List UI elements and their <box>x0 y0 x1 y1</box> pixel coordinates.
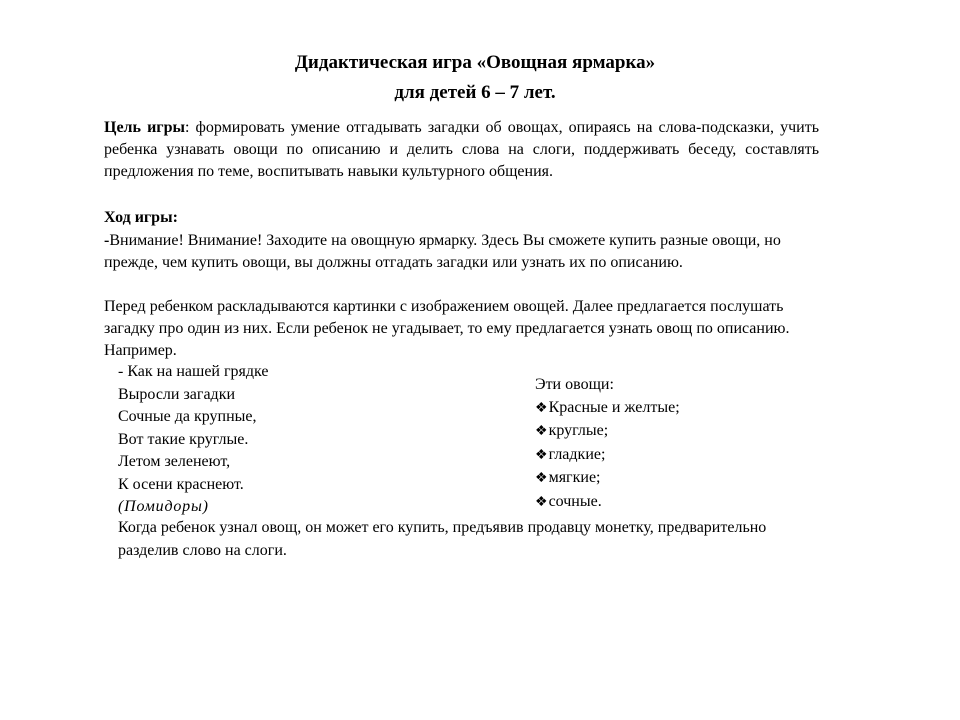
diamond-bullet-icon: ❖ <box>535 471 548 486</box>
course-heading: Ход игры: <box>104 209 178 226</box>
document-subtitle: для детей 6 – 7 лет. <box>394 82 556 103</box>
vegetable-traits <box>535 374 680 514</box>
intro-dash: - <box>104 232 110 249</box>
final-paragraph: Когда ребенок узнал овощ, он может его купить, предъявив продавцу монетку, предварительно разделив слово на слоги. <box>118 519 767 559</box>
traits-list <box>535 397 680 515</box>
list-item: ❖круглые; <box>535 422 609 439</box>
list-item: ❖мягкие; <box>535 469 601 486</box>
description-paragraph: Перед ребенком раскладываются картинки с изображением овощей. Далее предлагается послушать загадку про один из них. Если ребенок не угадывает, то ему предлагается узнать овощ по описанию. Например. <box>104 298 790 359</box>
intro-text: Внимание! Внимание! Заходите на овощную ярмарку. Здесь Вы сможете купить разные овощи, но прежде, чем купить овощи, вы должны отгадать загадки или узнать их по описанию. <box>104 232 781 271</box>
intro-paragraph <box>104 230 804 274</box>
riddle-line: Летом зеленеют, <box>118 453 231 470</box>
riddle-line: Сочные да крупные, <box>118 408 257 425</box>
riddle-line: - Как на нашей грядке <box>118 363 269 380</box>
document-title: Дидактическая игра «Овощная ярмарка» <box>294 52 656 73</box>
traits-heading: Эти овощи: <box>535 376 614 393</box>
riddle-answer: (Помидоры) <box>118 498 209 515</box>
goal-text: : формировать умение отгадывать загадки об овощах, опираясь на слова-подсказки, учить ребенка узнавать овощи по описанию и делить слова на слоги, поддерживать беседу, составлять предложения по теме, воспитывать навыки культурного общения. <box>104 119 820 180</box>
diamond-bullet-icon: ❖ <box>535 494 548 510</box>
diamond-bullet-icon: ❖ <box>535 447 548 463</box>
list-item: ❖сочные. <box>535 492 602 510</box>
diamond-bullet-icon: ❖ <box>535 400 548 416</box>
riddle-line: Вот такие круглые. <box>118 430 249 448</box>
riddle-line: Выросли загадки <box>118 385 236 403</box>
list-item: ❖Красные и желтые; <box>535 398 680 416</box>
diamond-bullet-icon: ❖ <box>535 424 548 439</box>
goal-label: Цель игры <box>104 119 185 136</box>
riddle-poem <box>118 361 269 519</box>
goal-paragraph <box>104 117 819 183</box>
list-item: ❖гладкие; <box>535 445 606 463</box>
riddle-line: К осени краснеют. <box>118 475 244 493</box>
